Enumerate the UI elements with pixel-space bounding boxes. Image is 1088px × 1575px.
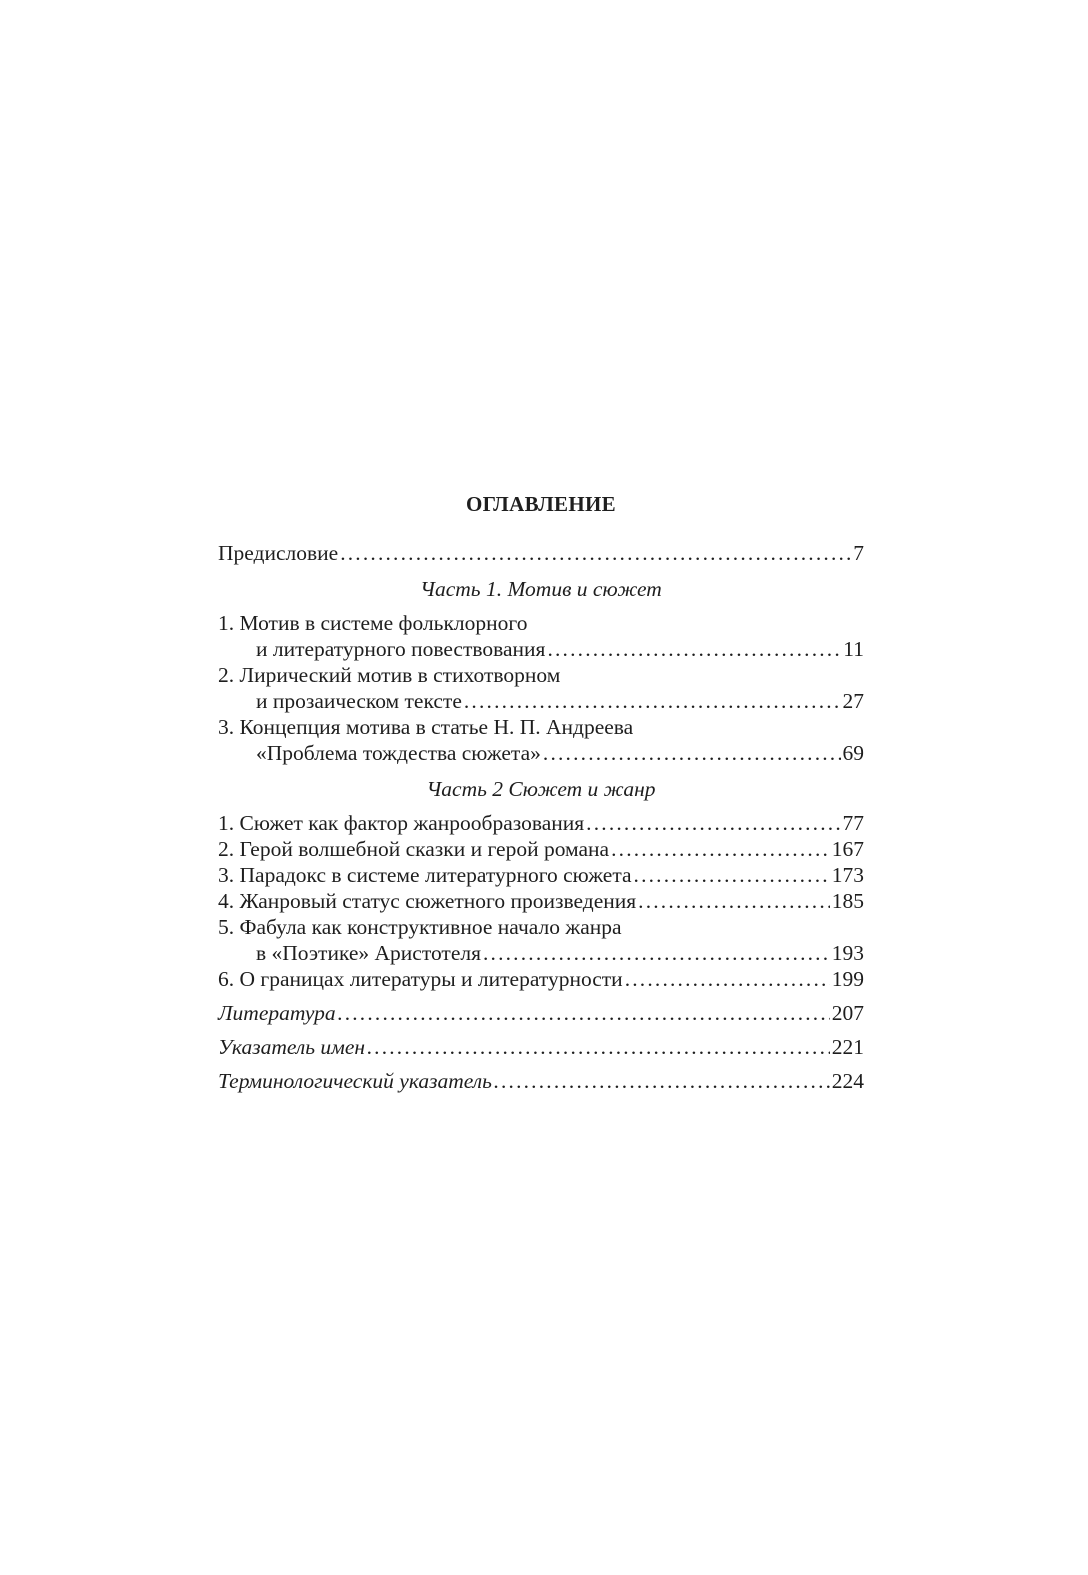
- toc-entry-label: 6. О границах литературы и литературности: [218, 967, 623, 991]
- toc-entry-part2-6[interactable]: [218, 966, 864, 992]
- toc-entry-page: 11: [843, 637, 864, 661]
- toc-entry-label: 2. Лирический мотив в стихотворном: [218, 663, 561, 687]
- toc-entry-label: 2. Герой волшебной сказки и герой романа: [218, 837, 610, 861]
- toc-entry-page: 69: [842, 741, 864, 765]
- toc-entry-page: 193: [831, 941, 864, 965]
- toc-entry-part2-3[interactable]: [218, 862, 864, 888]
- toc-entry-term-index[interactable]: [218, 1068, 864, 1094]
- page-title: ОГЛАВЛЕНИЕ: [466, 492, 616, 516]
- dot-leader: [625, 966, 830, 992]
- dot-leader: [543, 740, 841, 766]
- toc-entry-part1-3[interactable]: [218, 714, 864, 766]
- toc-entry-page: 199: [831, 967, 864, 991]
- toc-entry-label: 4. Жанровый статус сюжетного произведения: [218, 889, 637, 913]
- toc-entry-part2-2[interactable]: [218, 836, 864, 862]
- dot-leader: [547, 636, 841, 662]
- toc-entry-preface[interactable]: [218, 540, 864, 566]
- toc-entry-part1-2[interactable]: [218, 662, 864, 714]
- toc-entry-part2-4[interactable]: [218, 888, 864, 914]
- toc-entry-label-cont: и прозаическом тексте: [256, 689, 462, 713]
- dot-leader: [634, 862, 830, 888]
- toc-entry-label: Предисловие: [218, 541, 339, 565]
- dot-leader: [483, 940, 830, 966]
- toc-entry-label: 3. Парадокс в системе литературного сюжета: [218, 863, 632, 887]
- dot-leader: [638, 888, 830, 914]
- toc-entry-label: 1. Мотив в системе фольклорного: [218, 611, 528, 635]
- toc-entry-label-cont: и литературного повествования: [256, 637, 546, 661]
- toc-entry-label: 1. Сюжет как фактор жанрообразования: [218, 811, 585, 835]
- dot-leader: [464, 688, 841, 714]
- toc-entry-part2-1[interactable]: [218, 810, 864, 836]
- toc-entry-label-cont: в «Поэтике» Аристотеля: [256, 941, 481, 965]
- dot-leader: [611, 836, 830, 862]
- dot-leader: [367, 1034, 830, 1060]
- toc-entry-label: 3. Концепция мотива в статье Н. П. Андреева: [218, 715, 634, 739]
- toc-entry-label: Литература: [218, 1001, 336, 1025]
- toc-entry-page: 173: [831, 863, 864, 887]
- toc-entry-part2-5[interactable]: [218, 914, 864, 966]
- toc-entry-page: 224: [831, 1069, 864, 1093]
- part-2-heading: Часть 2 Сюжет и жанр: [426, 777, 656, 801]
- toc-entry-page: 7: [853, 541, 864, 565]
- part-1-heading: Часть 1. Мотив и сюжет: [420, 577, 662, 601]
- toc-entry-part1-1[interactable]: [218, 610, 864, 662]
- table-of-contents: [218, 490, 864, 1094]
- dot-leader: [494, 1068, 830, 1094]
- toc-entry-label-cont: «Проблема тождества сюжета»: [256, 741, 541, 765]
- toc-entry-bibliography[interactable]: [218, 1000, 864, 1026]
- toc-entry-page: 221: [831, 1035, 864, 1059]
- toc-entry-page: 27: [842, 689, 864, 713]
- toc-entry-label: Терминологический указатель: [218, 1069, 492, 1093]
- toc-entry-page: 167: [831, 837, 864, 861]
- dot-leader: [586, 810, 840, 836]
- toc-entry-label: 5. Фабула как конструктивное начало жанра: [218, 915, 622, 939]
- dot-leader: [338, 1000, 830, 1026]
- toc-entry-name-index[interactable]: [218, 1034, 864, 1060]
- toc-entry-label: Указатель имен: [218, 1035, 366, 1059]
- toc-entry-page: 77: [842, 811, 864, 835]
- dot-leader: [340, 540, 851, 566]
- toc-entry-page: 207: [831, 1001, 864, 1025]
- toc-entry-page: 185: [831, 889, 864, 913]
